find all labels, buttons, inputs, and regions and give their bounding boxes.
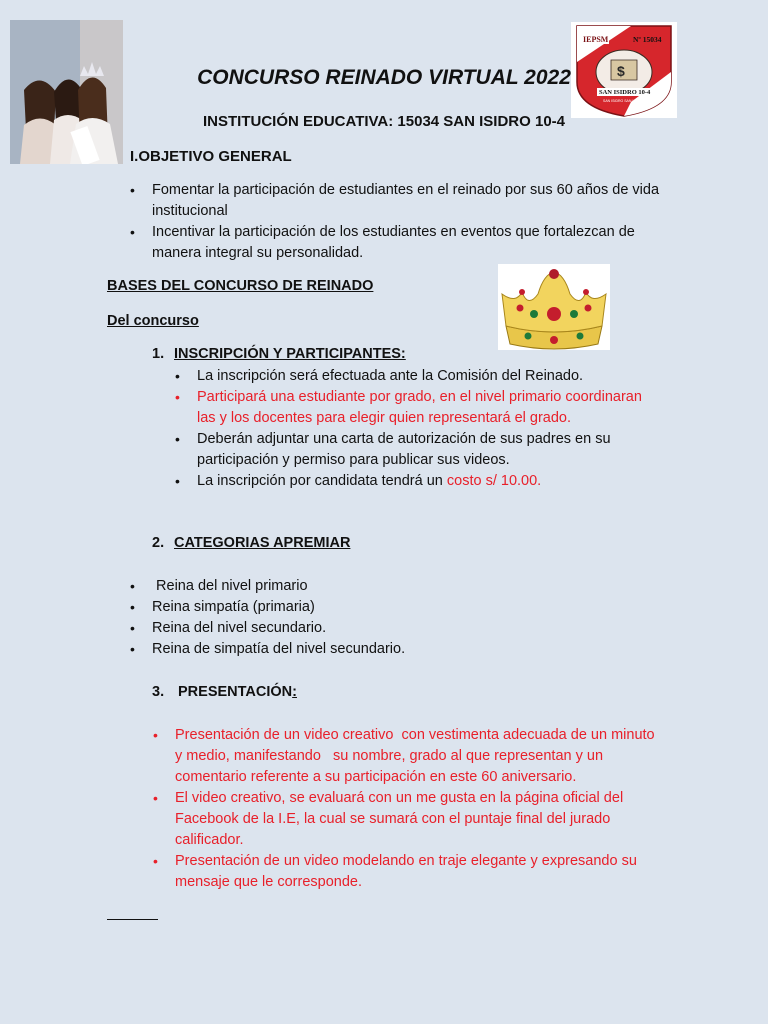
categorias-heading-text: CATEGORIAS APREMIAR — [174, 535, 351, 551]
objetivo-heading: I.OBJETIVO GENERAL — [130, 148, 292, 165]
objetivo-item: • Fomentar la participación de estudiantes en el reinado por sus 60 años de vida institucional — [152, 180, 672, 222]
inscripcion-item: • La inscripción será efectuada ante la Comisión del Reinado. — [197, 366, 657, 387]
logo-number: Nº 15034 — [633, 35, 662, 44]
presentacion-list — [175, 725, 665, 893]
inscripcion-number: 1. — [152, 346, 165, 362]
presentacion-heading — [152, 684, 297, 700]
categorias-number: 2. — [152, 535, 165, 551]
categorias-heading — [152, 535, 350, 551]
inscripcion-heading — [152, 346, 406, 362]
institution-line: INSTITUCIÓN EDUCATIVA: 15034 SAN ISIDRO 10-4 — [202, 113, 565, 130]
inscripcion-item: • Deberán adjuntar una carta de autorización de sus padres en su participación y permiso para publicar sus videos. — [197, 429, 657, 471]
school-logo-drawing — [571, 22, 677, 118]
categoria-item: • Reina simpatía (primaria) — [152, 597, 652, 618]
logo-name: SAN ISIDRO 10-4 — [599, 89, 651, 96]
categoria-item: • Reina del nivel primario — [152, 576, 652, 597]
categorias-list — [152, 576, 652, 660]
crown-image — [498, 264, 610, 350]
inscripcion-list — [197, 366, 657, 492]
logo-top-text: IEPSM — [583, 35, 609, 44]
pageant-photo-drawing — [10, 20, 123, 164]
crown-icon — [498, 264, 610, 350]
categoria-item: • Reina de simpatía del nivel secundario. — [152, 639, 652, 660]
presentacion-colon: : — [292, 684, 297, 700]
presentacion-number: 3. — [152, 684, 165, 700]
inscripcion-item: • Participará una estudiante por grado, en el nivel primario coordinaran las y los docentes para elegir quien representará el grado. — [197, 387, 657, 429]
school-logo — [571, 22, 677, 118]
objetivo-list — [152, 180, 672, 264]
presentacion-item: • Presentación de un video modelando en traje elegante y expresando su mensaje que le corresponde. — [175, 851, 665, 893]
concurso-subheading: Del concurso — [107, 313, 199, 329]
costo-highlight: costo s/ 10.00. — [446, 473, 542, 489]
bases-heading: BASES DEL CONCURSO DE REINADO — [107, 278, 374, 294]
inscripcion-heading-text: INSCRIPCIÓN Y PARTICIPANTES: — [174, 346, 406, 362]
categoria-item: • Reina del nivel secundario. — [152, 618, 652, 639]
footer-rule — [107, 919, 158, 920]
objetivo-item: • Incentivar la participación de los estudiantes en eventos que fortalezcan de manera integral su personalidad. — [152, 222, 672, 264]
svg-text:$: $ — [617, 63, 625, 79]
presentacion-heading-text: PRESENTACIÓN — [178, 684, 293, 700]
pageant-photo — [10, 20, 123, 164]
inscripcion-item-text: La inscripción por candidata tendrá un — [197, 473, 447, 489]
presentacion-item: • El video creativo, se evaluará con un me gusta en la página oficial del Facebook de la I.E, la cual se sumará con el puntaje final del jurado calificador. — [175, 788, 665, 851]
inscripcion-item — [197, 471, 657, 492]
presentacion-item: • Presentación de un video creativo con vestimenta adecuada de un minuto y medio, manifestando su nombre, grado al que representan y un comentario referente a su participación en este 60 aniversario. — [175, 725, 665, 788]
page-title-text: CONCURSO REINADO VIRTUAL 2022 — [197, 66, 571, 89]
logo-motto: SAN ISIDRO SAN ISIDRO — [603, 99, 645, 103]
